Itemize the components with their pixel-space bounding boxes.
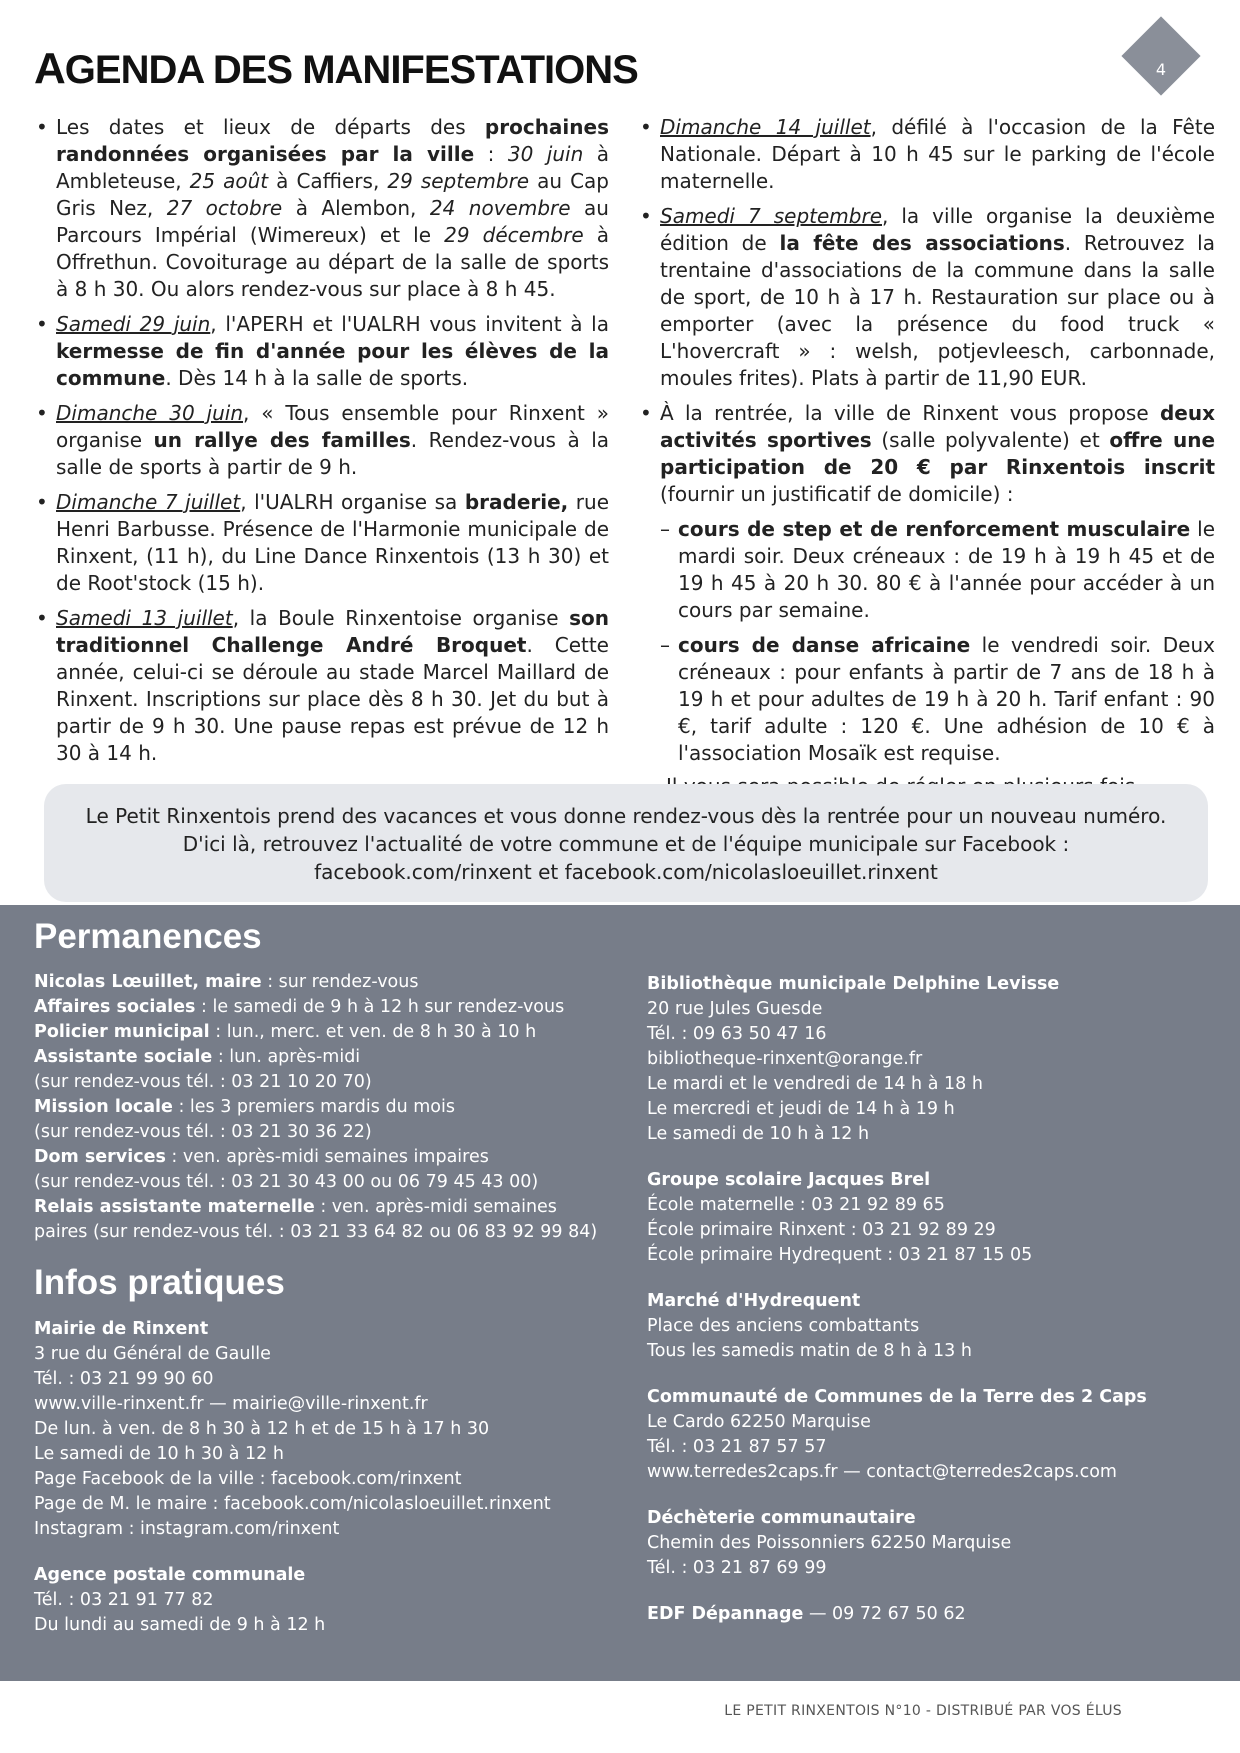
poste-phone: Tél. : 03 21 91 77 82 [34, 1590, 214, 1610]
permanence-row: (sur rendez-vous tél. : 03 21 10 20 70) [34, 1072, 372, 1092]
mairie-hours: De lun. à ven. de 8 h 30 à 12 h et de 15 h à 17 h 30 [34, 1419, 490, 1439]
vacation-notice [44, 784, 1208, 902]
agenda-item-activites: • À la rentrée, la ville de Rinxent vous propose deux activités sportives (salle polyvalente) et offre une participation de 20 € par Rinxentois inscrit (fournir un justificatif de domicile) : [638, 400, 1215, 508]
ecole-heading: Groupe scolaire Jacques Brel [647, 1170, 931, 1190]
agenda-item-challenge: • Samedi 13 juillet, la Boule Rinxentoise organise son traditionnel Challenge André Broquet. Cette année, celui-ci se déroule au stade Marcel Maillard de Rinxent. Inscriptions sur place dès 8 h 30. Jet du but à partir de 9 h 30. Une pause repas est prévue de 12 h 30 à 14 h. [34, 605, 609, 767]
infos-pratiques-title: Infos pratiques [34, 1263, 285, 1302]
agenda-item-defile: • Dimanche 14 juillet, défilé à l'occasion de la Fête Nationale. Départ à 10 h 45 sur le parking de l'école maternelle. [638, 114, 1215, 195]
marche-place: Place des anciens combattants [647, 1316, 920, 1336]
notice-line-3: facebook.com/rinxent et facebook.com/nicolasloeuillet.rinxent [314, 860, 938, 884]
ecole-phone: École maternelle : 03 21 92 89 65 [647, 1195, 945, 1215]
page-title: AGENDA DES MANIFESTATIONS [34, 44, 638, 93]
biblio-phone: Tél. : 09 63 50 47 16 [647, 1024, 827, 1044]
permanence-row: Policier municipal : lun., merc. et ven. de 8 h 30 à 10 h [34, 1022, 537, 1042]
biblio-hours: Le mercredi et jeudi de 14 h à 19 h [647, 1099, 955, 1119]
poste-hours: Du lundi au samedi de 9 h à 12 h [34, 1615, 326, 1635]
notice-line-2: D'ici là, retrouvez l'actualité de votre commune et de l'équipe municipale sur Facebook : [182, 832, 1070, 856]
marche-heading: Marché d'Hydrequent [647, 1291, 861, 1311]
maire-facebook: Page de M. le maire : facebook.com/nicolasloeuillet.rinxent [34, 1494, 551, 1514]
ccomm-heading: Communauté de Communes de la Terre des 2 Caps [647, 1387, 1147, 1407]
biblio-hours: Le mardi et le vendredi de 14 h à 18 h [647, 1074, 983, 1094]
permanence-row: Relais assistante maternelle : ven. après-midi semaines [34, 1197, 557, 1217]
poste-heading: Agence postale communale [34, 1565, 306, 1585]
permanence-row: (sur rendez-vous tél. : 03 21 30 36 22) [34, 1122, 372, 1142]
edf-line: EDF Dépannage — 09 72 67 50 62 [647, 1604, 966, 1624]
permanence-row: (sur rendez-vous tél. : 03 21 30 43 00 ou 06 79 45 43 00) [34, 1172, 539, 1192]
agenda-item-rallye: • Dimanche 30 juin, « Tous ensemble pour Rinxent » organise un rallye des familles. Rendez-vous à la salle de sports à partir de 9 h. [34, 400, 609, 481]
permanences-title: Permanences [34, 917, 262, 956]
agenda-right-column [638, 114, 1215, 800]
decheterie-heading: Déchèterie communautaire [647, 1508, 916, 1528]
mairie-web: www.ville-rinxent.fr — mairie@ville-rinxent.fr [34, 1394, 428, 1414]
agenda-item-randonnees: • Les dates et lieux de départs des prochaines randonnées organisées par la ville : 30 juin à Ambleteuse, 25 août à Caffiers, 29 septembre au Cap Gris Nez, 27 octobre à Alembon, 24 novembre au Parcours Impérial (Wimereux) et le 29 décembre à Offrethun. Covoiturage au départ de la salle de sports à 8 h 30. Ou alors rendez-vous sur place à 8 h 45. [34, 114, 609, 303]
mairie-facebook: Page Facebook de la ville : facebook.com/rinxent [34, 1469, 462, 1489]
ccomm-address: Le Cardo 62250 Marquise [647, 1412, 871, 1432]
decheterie-phone: Tél. : 03 21 87 69 99 [647, 1558, 827, 1578]
permanence-row: Nicolas Lœuillet, maire : sur rendez-vous [34, 972, 419, 992]
ecole-phone: École primaire Hydrequent : 03 21 87 15 05 [647, 1245, 1033, 1265]
permanence-row: Mission locale : les 3 premiers mardis du mois [34, 1097, 455, 1117]
agenda-left-column [34, 114, 609, 775]
biblio-address: 20 rue Jules Guesde [647, 999, 823, 1019]
page-number: 4 [1155, 60, 1167, 79]
notice-line-1: Le Petit Rinxentois prend des vacances et vous donne rendez-vous dès la rentrée pour un nouveau numéro. [85, 804, 1167, 828]
mairie-saturday: Le samedi de 10 h 30 à 12 h [34, 1444, 284, 1464]
ecole-phone: École primaire Rinxent : 03 21 92 89 29 [647, 1220, 996, 1240]
mairie-address: 3 rue du Général de Gaulle [34, 1344, 271, 1364]
info-band [0, 905, 1240, 1681]
permanences-list [34, 970, 634, 1245]
agenda-item-fete-associations: • Samedi 7 septembre, la ville organise la deuxième édition de la fête des associations. Retrouvez la trentaine d'associations de la commune dans la salle de sport, de 10 h à 17 h. Restauration sur place ou à emporter (avec la présence du food truck « L'hovercraft » : welsh, potjevleesch, carbonnade, moules frites). Plats à partir de 11,90 EUR. [638, 203, 1215, 392]
page-footer: LE PETIT RINXENTOIS N°10 - DISTRIBUÉ PAR VOS ÉLUS [724, 1703, 1122, 1719]
biblio-email: bibliotheque-rinxent@orange.fr [647, 1049, 923, 1069]
agenda-subitem-danse: – cours de danse africaine le vendredi soir. Deux créneaux : pour enfants à partir de 7 ans de 18 h à 19 h et pour adultes de 19 h à 20 h. Tarif enfant : 90 €, tarif adulte : 120 €. Une adhésion de 10 € à l'association Mosaïk est requise. [660, 632, 1215, 767]
ccomm-phone: Tél. : 03 21 87 57 57 [647, 1437, 827, 1457]
permanence-row: paires (sur rendez-vous tél. : 03 21 33 64 82 ou 06 83 92 99 84) [34, 1222, 598, 1242]
decheterie-address: Chemin des Poissonniers 62250 Marquise [647, 1533, 1012, 1553]
agenda-subitem-step: – cours de step et de renforcement musculaire le mardi soir. Deux créneaux : de 19 h à 19 h 45 et de 19 h 45 à 20 h 30. 80 € à l'année pour accéder à un cours par semaine. [660, 516, 1215, 624]
marche-hours: Tous les samedis matin de 8 h à 13 h [647, 1341, 972, 1361]
mairie-heading: Mairie de Rinxent [34, 1319, 209, 1339]
biblio-heading: Bibliothèque municipale Delphine Levisse [647, 974, 1060, 994]
ccomm-web: www.terredes2caps.fr — contact@terredes2caps.com [647, 1462, 1117, 1482]
agenda-item-braderie: • Dimanche 7 juillet, l'UALRH organise sa braderie, rue Henri Barbusse. Présence de l'Harmonie municipale de Rinxent, (11 h), du Line Dance Rinxentois (13 h 30) et de Root'stock (15 h). [34, 489, 609, 597]
permanence-row: Affaires sociales : le samedi de 9 h à 12 h sur rendez-vous [34, 997, 565, 1017]
mairie-phone: Tél. : 03 21 99 90 60 [34, 1369, 214, 1389]
permanence-row: Assistante sociale : lun. après-midi [34, 1047, 361, 1067]
infos-left [34, 1317, 634, 1638]
agenda-item-kermesse: • Samedi 29 juin, l'APERH et l'UALRH vous invitent à la kermesse de fin d'année pour les élèves de la commune. Dès 14 h à la salle de sports. [34, 311, 609, 392]
infos-right [647, 972, 1217, 1627]
mairie-instagram: Instagram : instagram.com/rinxent [34, 1519, 340, 1539]
biblio-hours: Le samedi de 10 h à 12 h [647, 1124, 870, 1144]
permanence-row: Dom services : ven. après-midi semaines impaires [34, 1147, 489, 1167]
